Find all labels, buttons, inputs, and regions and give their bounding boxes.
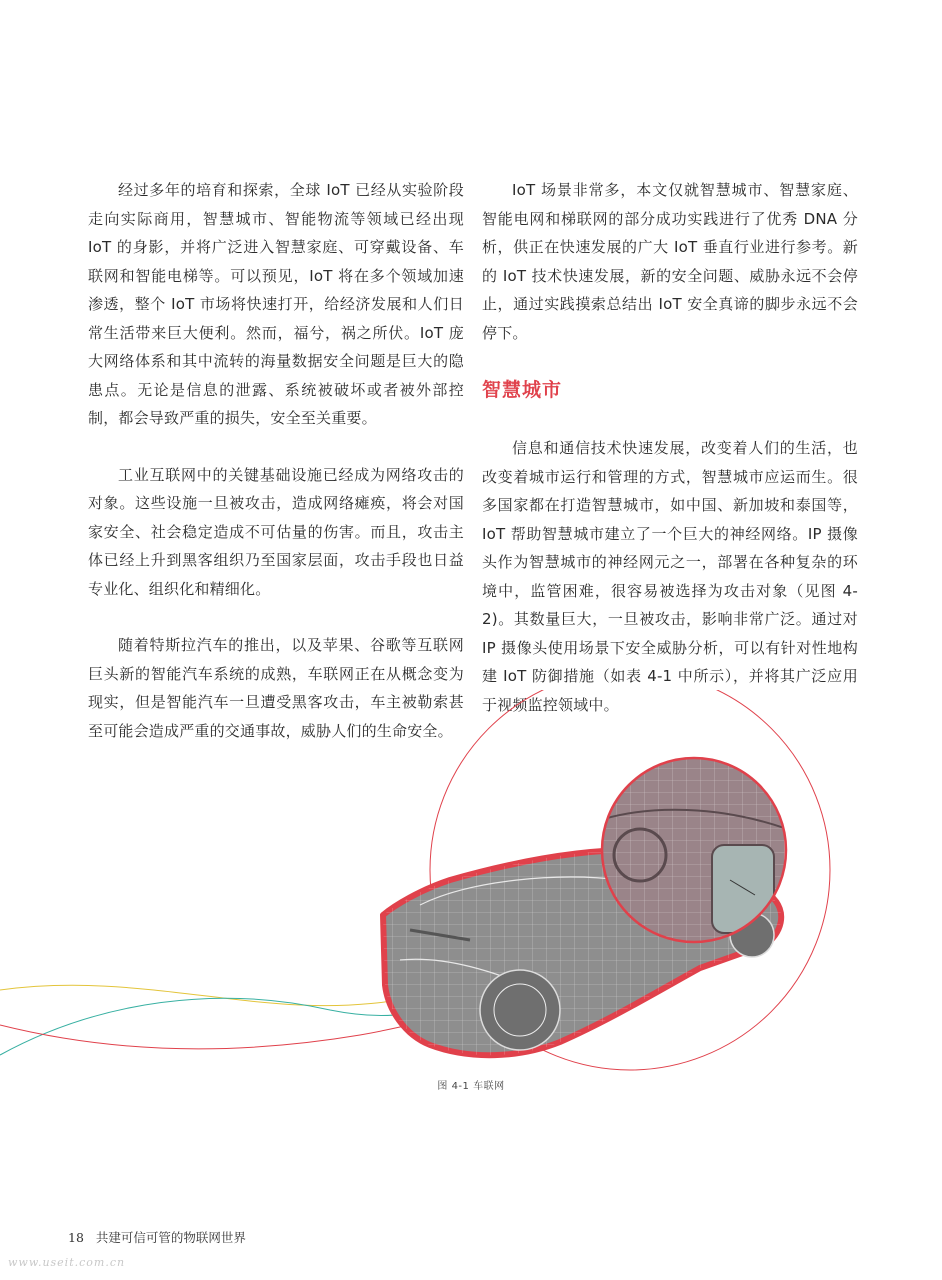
figure-caption: 图 4-1 车联网 [437,1081,505,1092]
paragraph-industrial-internet: 工业互联网中的关键基础设施已经成为网络攻击的对象。这些设施一旦被攻击，造成网络瘫痪，将会对国家安全、社会稳定造成不可估量的伤害。而且，攻击主体已经上升到黑客组织乃至国家层面，攻击手段也日益专业化、组织化和精细化。 [88,465,464,598]
paragraph-iot-scenarios: IoT 场景非常多，本文仅就智慧城市、智慧家庭、智能电网和梯联网的部分成功实践进行了优秀 DNA 分析，供正在快速发展的广大 IoT 垂直行业进行参考。新的 IoT 技术快速发展，新的安全问题、威胁永远不会停止，通过实践摸索总结出 IoT 安全真谛的脚步永远不会停下。 [482,181,858,342]
page-number: 18 [68,1230,84,1245]
rear-wheel-icon [480,970,560,1050]
right-column [482,176,858,747]
flowing-lines [0,985,440,1055]
paragraph-iot-overview: 经过多年的培育和探索，全球 IoT 已经从实验阶段走向实际商用，智慧城市、智能物流等领域已经出现 IoT 的身影，并将广泛进入智慧家庭、可穿戴设备、车联网和智能电梯等。可以预见，IoT 将在多个领域加速渗透，整个 IoT 市场将快速打开，给经济发展和人们日常生活带来巨大便利。然而，福兮，祸之所伏。IoT 庞大网络体系和其中流转的海量数据安全问题是巨大的隐患点。无论是信息的泄露、系统被破坏或者被外部控制，都会导致严重的损失，安全至关重要。 [88,181,464,427]
section-title-smart-city: 智慧城市 [482,379,563,401]
paragraph-connected-car: 随着特斯拉汽车的推出，以及苹果、谷歌等互联网巨头新的智能汽车系统的成熟，车联网正在从概念变为现实，但是智能汽车一旦遭受黑客攻击，车主被勒索甚至可能会造成严重的交通事故，威胁人们的生命安全。 [88,636,464,740]
watermark: www.useit.com.cn [8,1256,126,1269]
book-title: 共建可信可管的物联网世界 [95,1230,246,1245]
page-footer [68,1228,246,1246]
paragraph-smart-city: 信息和通信技术快速发展，改变着人们的生活，也改变着城市运行和管理的方式，智慧城市应运而生。很多国家都在打造智慧城市，如中国、新加坡和泰国等，IoT 帮助智慧城市建立了一个巨大的神经网络。IP 摄像头作为智慧城市的神经网元之一，部署在各种复杂的环境中，监管困难，很容易被选择为攻击对象（见图 4-2)。其数量巨大，一旦被攻击，影响非常广泛。通过对 IP 摄像头使用场景下安全威胁分析，可以有针对性地构建 IoT 防御措施（如表 4-1 中所示），并将其广泛应用于视频监控领域中。 [482,439,858,714]
left-column [88,176,464,773]
connected-car-figure [0,690,942,1090]
